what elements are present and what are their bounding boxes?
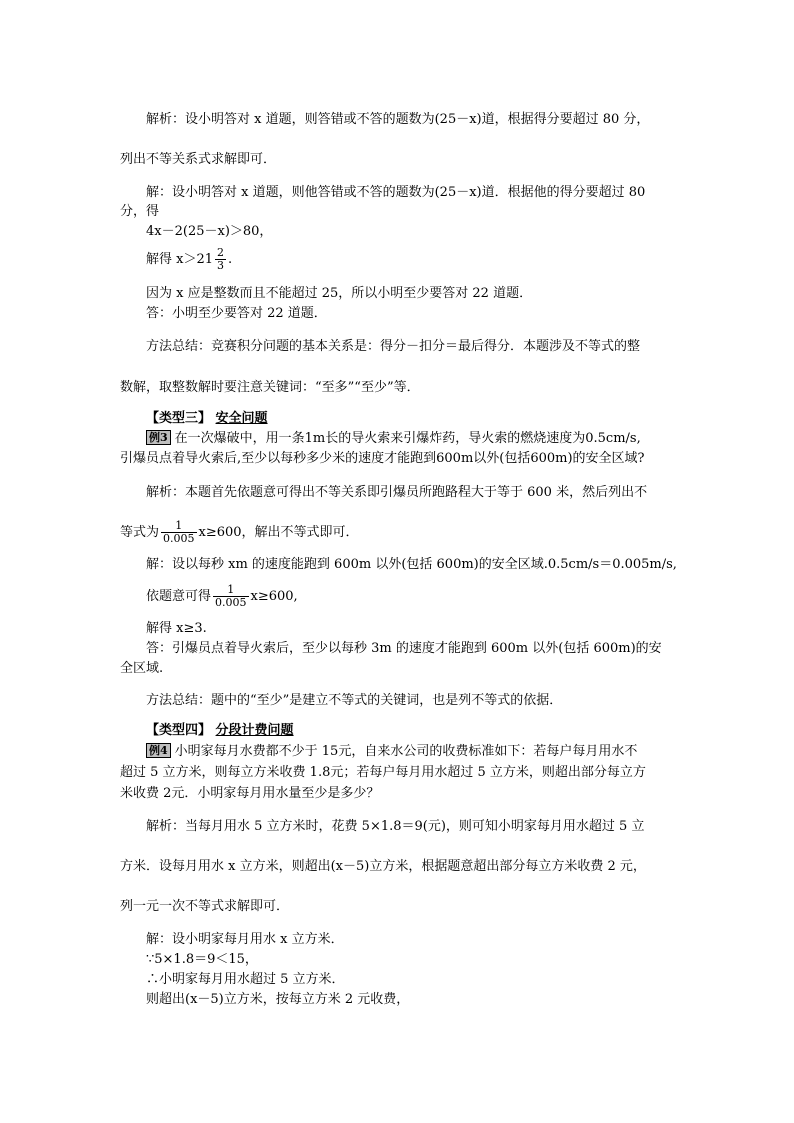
type3-analysis-2 [120,520,359,545]
type3-title: 安全问题 [215,411,268,426]
fraction-numerator: 1 [213,584,249,597]
example-3-badge: 例3 [146,430,171,445]
analysis-line-2: 列出不等关系式求解即可． [120,152,277,167]
summary-line-1: 方法总结：竞赛积分问题的基本关系是：得分－扣分＝最后得分．本题涉及不等式的整 [146,339,641,354]
summary-line-2: 数解，取整数解时要注意关键词：“至多”“至少”等． [120,380,420,395]
example4-line-2: 超过 5 立方米，则每立方米收费 1.8元；若每户每月用水超过 5 立方米，则超出部分每立方 [120,765,646,780]
solve-tail: . [228,252,233,267]
t3-a2-post: x≥600，解出不等式即可． [198,525,359,540]
example4-text: 小明家每月水费都不少于 15元，自来水公司的收费标准如下：若每户每月用水不 [174,744,638,759]
type4-solution-3: ∴小明家每月用水超过 5 立方米． [146,972,345,987]
fraction-numerator: 2 [217,246,225,259]
fraction-denominator: 3 [217,259,225,272]
type4-bracket: 【类型四】 [146,723,212,738]
fraction-1-over-0005 [213,584,249,609]
type4-analysis-1: 解析：当每月用水 5 立方米时，花费 5×1.8＝9(元)，则可知小明家每月用水超过 5 立 [146,819,645,834]
type4-title: 分段计费问题 [215,723,294,738]
t3-a2-pre: 等式为 [120,525,160,540]
example3-text: 在一次爆破中，用一条1m长的导火索来引爆炸药，导火索的燃烧速度为0.5cm/s, [174,431,641,446]
example-4-badge: 例4 [146,743,171,758]
type3-summary: 方法总结：题中的“至少”是建立不等式的关键词，也是列不等式的依据． [146,693,563,708]
type3-solution-4: 答：引爆员点着导火索后，至少以每秒 3m 的速度才能跑到 600m 以外(包括 600m)的安 [146,641,662,656]
type3-solution-2 [146,584,298,609]
t3-s2-pre: 依题意可得 [146,589,212,604]
inequality-line: 4x－2(25－x)＞80， [146,224,273,239]
type4-solution-4: 则超出(x－5)立方米，按每立方米 2 元收费， [146,992,410,1007]
solve-line [146,247,232,272]
solve-text: 解得 x＞21 [146,252,214,267]
solution-line-2: 分，得 [120,204,160,219]
type3-analysis-1: 解析：本题首先依题意可得出不等关系即引爆员所跑路程大于等于 600 米，然后列出不 [146,485,648,500]
fraction-denominator: 0.005 [215,596,247,609]
t3-s2-post: x≥600, [250,589,298,604]
type4-solution-2: ∵5×1.8＝9＜15， [146,952,258,967]
type4-solution-1: 解：设小明家每月用水 x 立方米． [146,932,344,947]
type3-solution-1: 解：设以每秒 xm 的速度能跑到 600m 以外(包括 600m)的安全区域.0.5cm/s＝0.005m/s, [146,557,677,572]
mixed-fraction [215,247,226,272]
type3-solution-3: 解得 x≥3. [146,621,207,636]
type3-heading [146,410,268,428]
solution-line-1: 解：设小明答对 x 道题，则他答错或不答的题数为(25－x)道．根据他的得分要超过 80 [146,185,646,200]
example3-line-1 [146,430,641,448]
type4-analysis-3: 列一元一次不等式求解即可． [120,899,290,914]
type4-analysis-2: 方米．设每月用水 x 立方米，则超出(x－5)立方米，根据题意超出部分每立方米收费 2 元， [120,859,646,874]
type3-bracket: 【类型三】 [146,411,212,426]
type4-heading [146,722,294,740]
reason-line: 因为 x 应是整数而且不能超过 25，所以小明至少要答对 22 道题． [146,286,533,301]
fraction-numerator: 1 [161,520,197,533]
answer-line: 答：小明至少要答对 22 道题． [146,306,327,321]
fraction-denominator: 0.005 [163,532,195,545]
example4-line-3: 米收费 2元．小明家每月用水量至少是多少？ [120,786,380,801]
type3-solution-5: 全区域. [120,661,164,676]
fraction-1-over-0005 [161,520,197,545]
analysis-line-1: 解析：设小明答对 x 道题，则答错或不答的题数为(25－x)道，根据得分要超过 80 分， [146,112,650,127]
example3-line-2: 引爆员点着导火索后,至少以每秒多少米的速度才能跑到600m以外(包括600m)的安全区域? [120,451,645,466]
example4-line-1 [146,743,637,761]
